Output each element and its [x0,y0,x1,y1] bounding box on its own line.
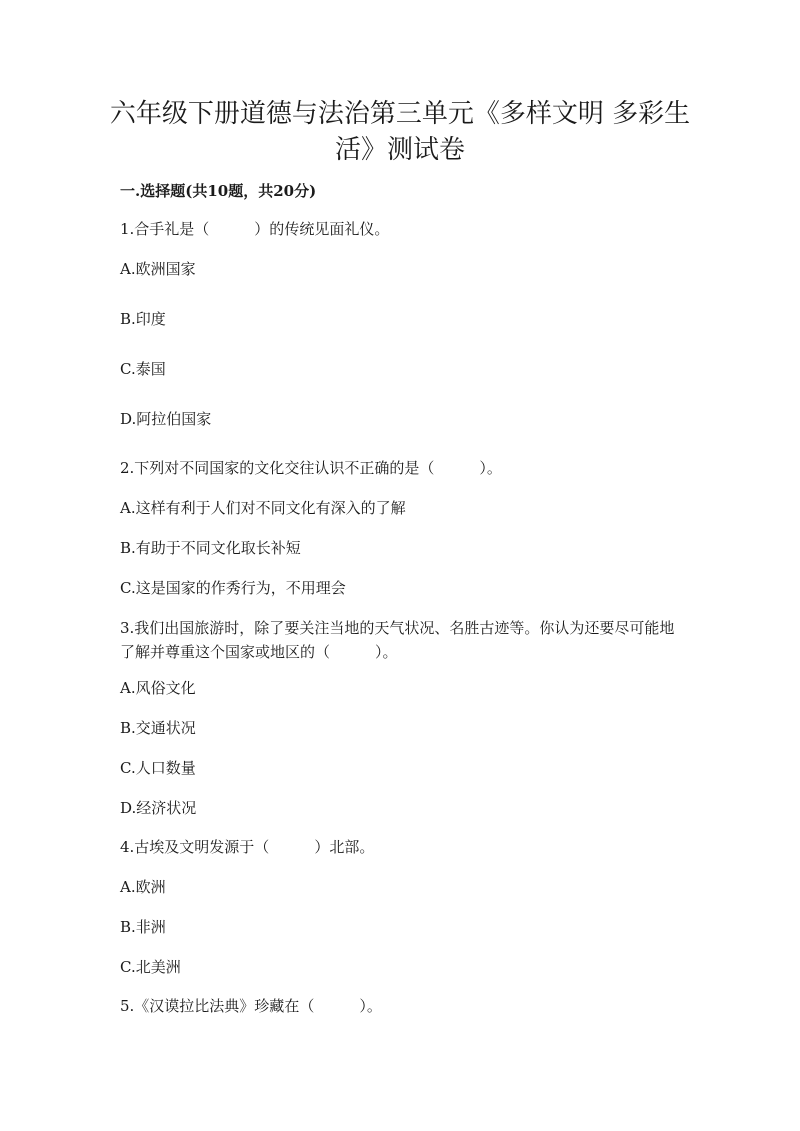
question-1-option-a: A.欧洲国家 [120,260,196,278]
question-4-option-c: C.北美洲 [120,958,181,976]
question-3-option-b: B.交通状况 [120,719,196,737]
question-4-option-a: A.欧洲 [120,878,166,896]
question-1-stem: 1.合手礼是（ ）的传统见面礼仪。 [120,220,390,238]
question-4-option-b: B.非洲 [120,918,166,936]
question-2-stem: 2.下列对不同国家的文化交往认识不正确的是（ ）。 [120,459,502,477]
question-2-option-b: B.有助于不同文化取长补短 [120,539,301,557]
page-title: 六年级下册道德与法治第三单元《多样文明 多彩生活》测试卷 [109,99,691,165]
question-3-option-c: C.人口数量 [120,759,196,777]
question-3-stem: 3.我们出国旅游时，除了要关注当地的天气状况、名胜古迹等。你认为还要尽可能地了解并尊重这个国家或地区的（ ）。 [120,619,675,661]
question-2-option-a: A.这样有利于人们对不同文化有深入的了解 [120,499,406,517]
question-1-option-c: C.泰国 [120,360,166,378]
question-1-option-b: B.印度 [120,310,166,328]
question-2-option-c: C.这是国家的作秀行为，不用理会 [120,579,346,597]
question-5-stem: 5.《汉谟拉比法典》珍藏在（ ）。 [120,997,382,1015]
question-4-stem: 4.古埃及文明发源于（ ）北部。 [120,838,375,856]
question-3-option-a: A.风俗文化 [120,679,196,697]
question-1-option-d: D.阿拉伯国家 [120,410,212,428]
question-3-option-d: D.经济状况 [120,799,197,817]
section-heading: 一.选择题(共10题，共20分) [120,182,317,200]
